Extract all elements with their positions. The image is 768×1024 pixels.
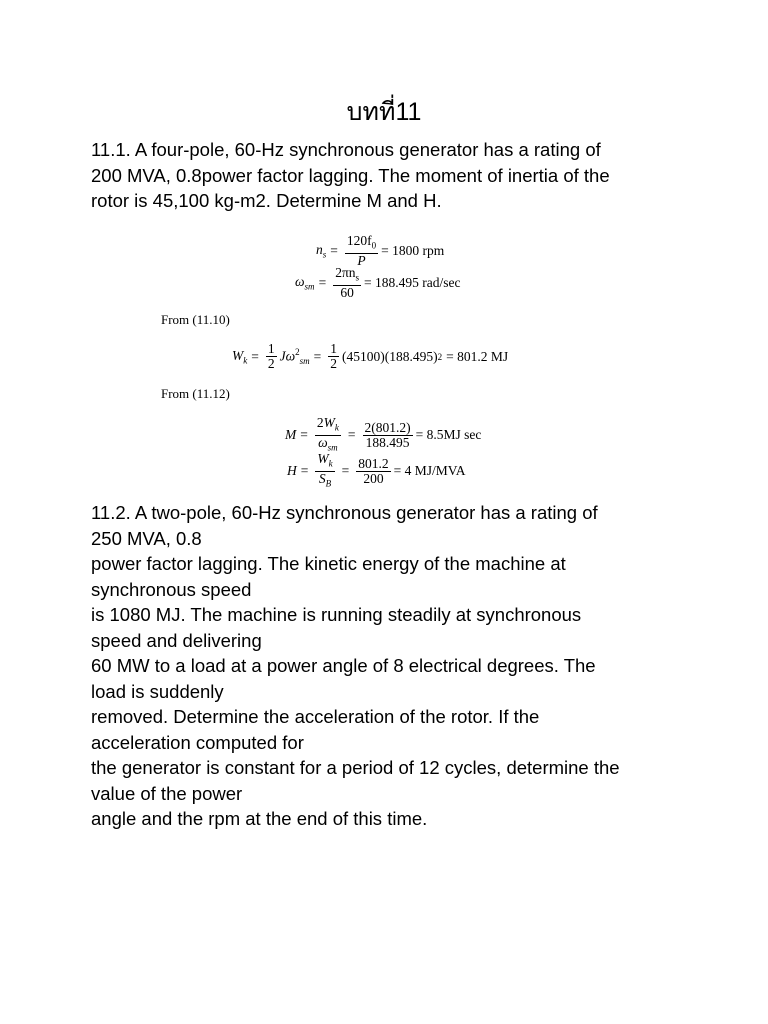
page-title: บทที่11 <box>346 98 422 126</box>
problem-2-line: 60 MW to a load at a power angle of 8 electrical degrees. The <box>91 655 596 676</box>
problem-1-text <box>91 137 691 214</box>
problem-2-line: 250 MVA, 0.8 <box>91 527 202 549</box>
reference-label: From (11.10) <box>161 312 230 327</box>
problem-2-line: power factor lagging. The kinetic energy of the machine at <box>91 553 566 574</box>
problem-2-line: value of the power <box>91 782 243 804</box>
problem-2-line: angle and the rpm at the end of this time. <box>91 808 428 829</box>
problem-1-line: 200 MVA, 0.8power factor lagging. The moment of inertia of the <box>91 164 610 186</box>
fraction: $\frac{120f_0}{P}$ <box>346 233 377 268</box>
fraction: $\frac{2\pi n_s}{60}$ <box>335 265 360 300</box>
problem-1-line: rotor is 45,100 kg-m2. Determine M and H. <box>91 190 442 211</box>
reference-label: From (11.12) <box>161 386 230 401</box>
equation-ns: $n_s$ = $\frac{120f_0}{P}$ = 1800 rpm <box>316 233 445 268</box>
equation-m: M = $\frac{2W_k}{\omega_{sm}}$ = $\frac{2(801.2)}{188.495}$ = 8.5MJ sec <box>285 415 482 453</box>
equation-h: H = $\frac{W_k}{S_B}$ = $\frac{801.2}{200}$ = 4 MJ/MVA <box>287 451 466 489</box>
problem-2-line: removed. Determine the acceleration of the rotor. If the <box>91 706 540 727</box>
problem-2-line: load is suddenly <box>91 680 224 702</box>
equation-wsm: $\omega_{sm}$ = $\frac{2\pi n_s}{60}$ = 188.495 rad/sec <box>295 265 461 300</box>
problem-2-line: 11.2. A two-pole, 60-Hz synchronous generator has a rating of <box>91 502 598 523</box>
problem-1-line: 11.1. A four-pole, 60-Hz synchronous generator has a rating of <box>91 139 601 160</box>
problem-2-text <box>91 500 691 832</box>
problem-2-line: acceleration computed for <box>91 731 304 753</box>
problem-2-line: the generator is constant for a period of 12 cycles, determine the <box>91 757 620 778</box>
problem-2-line: is 1080 MJ. The machine is running steadily at synchronous <box>91 604 582 625</box>
equation-wk: $W_k$ = $\frac{1}{2}$ $J\omega^2_{sm}$ = $\frac{1}{2}$ (45100)(188.495) 2 = 801.2 MJ <box>232 341 509 371</box>
problem-2-line: synchronous speed <box>91 578 252 600</box>
problem-2-line: speed and delivering <box>91 629 262 651</box>
